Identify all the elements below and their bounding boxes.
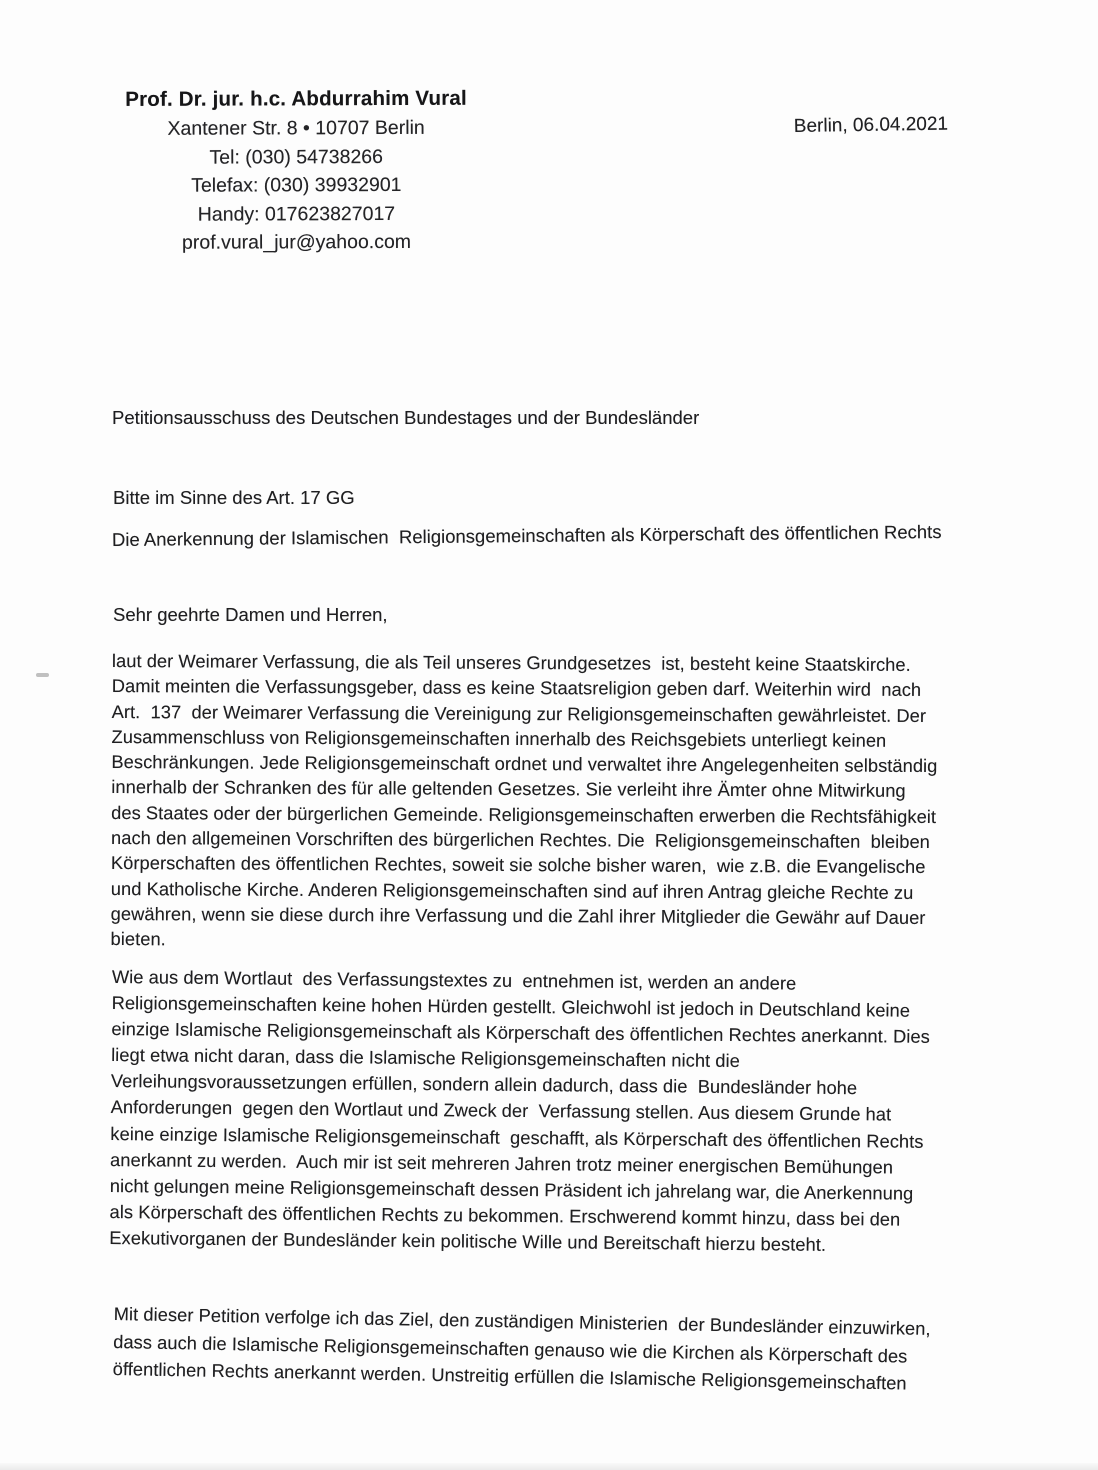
- recipient-line: Petitionsausschuss des Deutschen Bundestages und der Bundesländer: [112, 407, 700, 428]
- scan-edge-shadow: [0, 1463, 1098, 1470]
- body-paragraph-1: [111, 648, 938, 956]
- text-line: Zusammenschluss von Religionsgemeinschaften innerhalb des Reichsgebiets unterliegt keinen: [111, 725, 887, 751]
- text-line: und Katholische Kirche. Anderen Religionsgemeinschaften sind auf ihren Antrag gleiche Rechte zu: [110, 877, 914, 903]
- subject-request-line: Bitte im Sinne des Art. 17 GG: [113, 487, 355, 508]
- text-line: nach den allgemeinen Vorschriften des bürgerlichen Rechtes. Die Religionsgemeinschaften bleiben: [111, 827, 930, 853]
- sender-block: [100, 87, 493, 258]
- text-line: liegt etwa nicht daran, dass die Islamische Religionsgemeinschaften nicht die: [111, 1044, 741, 1072]
- body-paragraph-2: [109, 964, 930, 1259]
- text-line: als Körperschaft des öffentlichen Rechts zu bekommen. Erschwerend kommt hinzu, dass bei den: [109, 1200, 901, 1230]
- text-line: Wie aus dem Wortlaut des Verfassungstextes zu entnehmen ist, werden an andere: [111, 965, 797, 994]
- text-line: Mit dieser Petition verfolge ich das Ziel, den zuständigen Ministerien der Bundesländer einzuwirken,: [113, 1302, 931, 1339]
- text-line: dass auch die Islamische Religionsgemeinschaften genauso wie die Kirchen als Körperschaft des: [113, 1330, 908, 1367]
- sender-name: Prof. Dr. jur. h.c. Abdurrahim Vural: [125, 86, 467, 111]
- text-line: bieten.: [110, 928, 166, 950]
- text-line: einzige Islamische Religionsgemeinschaft als Körperschaft des öffentlichen Rechtes anerkannt. Dies: [111, 1018, 930, 1048]
- scan-artifact-mark: [36, 673, 49, 677]
- body-paragraph-3: [112, 1300, 930, 1397]
- text-line: gewähren, wenn sie diese durch ihre Verfassung und die Zahl ihrer Mitglieder die Gewähr auf Dauer: [110, 902, 926, 928]
- text-line: Xantener Str. 8 • 10707 Berlin: [167, 116, 425, 140]
- salutation: Sehr geehrte Damen und Herren,: [113, 604, 388, 625]
- date-line: Berlin, 06.04.2021: [793, 113, 949, 138]
- text-line: Handy: 017623827017: [197, 202, 396, 226]
- text-line: keine einzige Islamische Religionsgemeinschaft geschafft, als Körperschaft des öffentlichen Rechts: [110, 1122, 924, 1152]
- text-line: nicht gelungen meine Religionsgemeinschaft dessen Präsident ich jahrelang war, die Anerkennung: [109, 1174, 914, 1204]
- text-line: Verleihungsvoraussetzungen erfüllen, sondern allein dadurch, dass die Bundesländer hohe: [110, 1070, 858, 1099]
- text-line: prof.vural_jur@yahoo.com: [182, 230, 412, 254]
- text-line: des Staates oder der bürgerlichen Gemeinde. Religionsgemeinschaften erwerben die Rechtsfähigkeit: [111, 801, 937, 827]
- text-line: Tel: (030) 54738266: [209, 145, 384, 169]
- sender-contact-lines: [100, 114, 492, 258]
- text-line: öffentlichen Rechts anerkannt werden. Unstreitig erfüllen die Islamische Religionsgemeinschaften: [112, 1357, 907, 1394]
- text-line: Exekutivorganen der Bundesländer kein politische Wille und Bereitschaft hierzu besteht.: [109, 1226, 827, 1255]
- text-line: Anforderungen gegen den Wortlaut und Zweck der Verfassung stellen. Aus diesem Grunde hat: [110, 1096, 892, 1125]
- subject-title-line: Die Anerkennung der Islamischen Religionsgemeinschaften als Körperschaft des öffentlichen Rechts: [111, 521, 942, 550]
- text-line: anerkannt zu werden. Auch mir ist seit mehreren Jahren trotz meiner energischen Bemühungen: [110, 1148, 894, 1178]
- text-line: innerhalb der Schranken des für alle geltenden Gesetzes. Sie verleiht ihre Ämter ohne Mitwirkung: [111, 776, 906, 802]
- text-line: Körperschaften des öffentlichen Rechtes, soweit sie solche bisher waren, wie z.B. die Evangelische: [110, 852, 926, 878]
- text-line: Damit meinten die Verfassungsgeber, dass es keine Staatsreligion geben darf. Weiterhin wird nach: [111, 675, 922, 701]
- text-line: Religionsgemeinschaften keine hohen Hürden gestellt. Gleichwohl ist jedoch in Deutschland keine: [111, 992, 911, 1021]
- text-line: Beschränkungen. Jede Religionsgemeinschaft ordnet und verwaltet ihre Angelegenheiten selbständig: [111, 751, 938, 777]
- text-line: Art. 137 der Weimarer Verfassung die Vereinigung zur Religionsgemeinschaften gewährleistet. Der: [111, 700, 927, 726]
- text-line: Telefax: (030) 39932901: [191, 173, 402, 197]
- text-line: laut der Weimarer Verfassung, die als Teil unseres Grundgesetzes ist, besteht keine Staatskirche.: [111, 650, 911, 675]
